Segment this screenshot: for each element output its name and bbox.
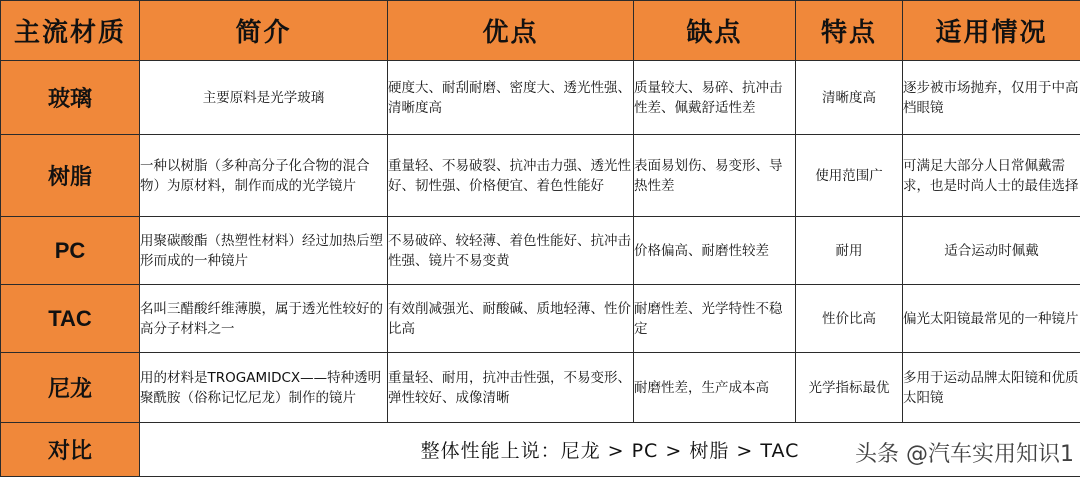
- cons-cell: 表面易划伤、易变形、导热性差: [634, 135, 796, 217]
- table-row: [1, 61, 1080, 135]
- usage-cell: 逐步被市场抛弃，仅用于中高档眼镜: [903, 61, 1080, 135]
- watermark-text: 头条 @汽车实用知识1: [855, 437, 1074, 468]
- summary-row: [1, 423, 1080, 477]
- usage-cell: 适合运动时佩戴: [903, 217, 1080, 285]
- header-feature: 特点: [796, 1, 903, 61]
- pros-cell: 硬度大、耐刮耐磨、密度大、透光性强、清晰度高: [388, 61, 634, 135]
- pros-cell: 重量轻、不易破裂、抗冲击力强、透光性好、韧性强、价格便宜、着色性能好: [388, 135, 634, 217]
- intro-cell: 一种以树脂（多种高分子化合物的混合物）为原材料，制作而成的光学镜片: [140, 135, 388, 217]
- cons-cell: 耐磨性差、光学特性不稳定: [634, 285, 796, 353]
- table-row: [1, 285, 1080, 353]
- pros-cell: 有效削减强光、耐酸碱、质地轻薄、性价比高: [388, 285, 634, 353]
- usage-cell: 偏光太阳镜最常见的一种镜片: [903, 285, 1080, 353]
- material-name: 玻璃: [1, 61, 140, 135]
- summary-label: 对比: [1, 423, 140, 477]
- material-name: PC: [1, 217, 140, 285]
- header-material: 主流材质: [1, 1, 140, 61]
- table-row: [1, 353, 1080, 423]
- feature-cell: 使用范围广: [796, 135, 903, 217]
- material-name: TAC: [1, 285, 140, 353]
- pros-cell: 不易破碎、较轻薄、着色性能好、抗冲击性强、镜片不易变黄: [388, 217, 634, 285]
- cons-cell: 耐磨性差，生产成本高: [634, 353, 796, 423]
- feature-cell: 性价比高: [796, 285, 903, 353]
- intro-cell: 用的材料是TROGAMIDCX——特种透明聚酰胺（俗称记忆尼龙）制作的镜片: [140, 353, 388, 423]
- cons-cell: 质量较大、易碎、抗冲击性差、佩戴舒适性差: [634, 61, 796, 135]
- header-usage: 适用情况: [903, 1, 1080, 61]
- intro-cell: 用聚碳酸酯（热塑性材料）经过加热后塑形而成的一种镜片: [140, 217, 388, 285]
- feature-cell: 清晰度高: [796, 61, 903, 135]
- table-row: [1, 217, 1080, 285]
- cons-cell: 价格偏高、耐磨性较差: [634, 217, 796, 285]
- header-intro: 简介: [140, 1, 388, 61]
- material-name: 树脂: [1, 135, 140, 217]
- header-row: [1, 1, 1080, 61]
- feature-cell: 耐用: [796, 217, 903, 285]
- intro-cell: 名叫三醋酸纤维薄膜，属于透光性较好的高分子材料之一: [140, 285, 388, 353]
- table-row: [1, 135, 1080, 217]
- intro-cell: 主要原料是光学玻璃: [140, 61, 388, 135]
- material-name: 尼龙: [1, 353, 140, 423]
- feature-cell: 光学指标最优: [796, 353, 903, 423]
- pros-cell: 重量轻、耐用，抗冲击性强，不易变形、弹性较好、成像清晰: [388, 353, 634, 423]
- usage-cell: 可满足大部分人日常佩戴需求，也是时尚人士的最佳选择: [903, 135, 1080, 217]
- summary-text: 整体性能上说：尼龙 > PC > 树脂 > TAC: [140, 423, 1080, 477]
- usage-cell: 多用于运动品牌太阳镜和优质太阳镜: [903, 353, 1080, 423]
- header-pros: 优点: [388, 1, 634, 61]
- header-cons: 缺点: [634, 1, 796, 61]
